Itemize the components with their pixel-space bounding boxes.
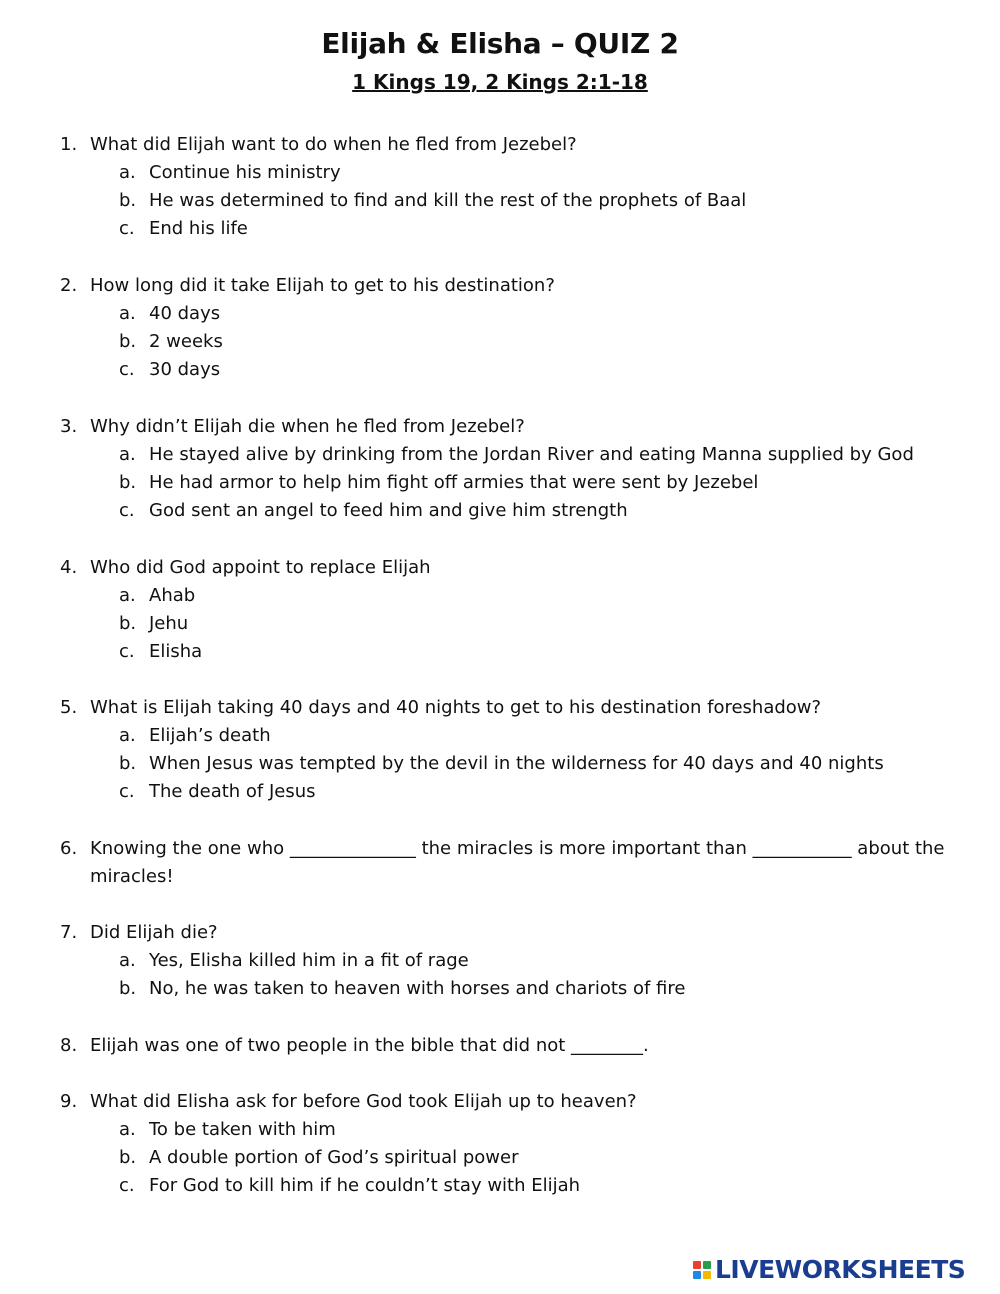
option-letter: a. [119, 950, 136, 971]
option-text: Jehu [149, 613, 189, 634]
liveworksheets-logo [693, 1256, 965, 1284]
option-text: He stayed alive by drinking from the Jordan River and eating Manna supplied by God [149, 444, 914, 465]
option-text: For God to kill him if he couldn’t stay with Elijah [149, 1175, 581, 1196]
option-text: End his life [149, 218, 248, 239]
answer-option[interactable] [0, 638, 1000, 666]
question-text: Why didn’t Elijah die when he fled from Jezebel? [90, 416, 525, 437]
option-text: 30 days [149, 359, 221, 380]
option-letter: c. [119, 1175, 135, 1196]
answer-option[interactable] [0, 1116, 1000, 1144]
quiz-subtitle: 1 Kings 19, 2 Kings 2:1-18 [352, 70, 648, 94]
option-text: Ahab [149, 585, 196, 606]
question-text: Did Elijah die? [90, 922, 218, 943]
question-number: 7. [60, 922, 78, 943]
option-letter: a. [119, 444, 136, 465]
answer-option[interactable] [0, 300, 1000, 328]
question-2 [0, 272, 1000, 384]
answer-option[interactable] [0, 1172, 1000, 1200]
answer-option[interactable] [0, 215, 1000, 243]
question-3 [0, 413, 1000, 525]
question-number: 2. [60, 275, 78, 296]
option-text: When Jesus was tempted by the devil in the wilderness for 40 days and 40 nights [149, 753, 884, 774]
question-number: 1. [60, 134, 78, 155]
answer-option[interactable] [0, 750, 1000, 778]
option-text: He was determined to find and kill the rest of the prophets of Baal [149, 190, 747, 211]
question-text-line-2: miracles! [90, 866, 174, 887]
answer-option[interactable] [0, 582, 1000, 610]
answer-option[interactable] [0, 947, 1000, 975]
question-number: 5. [60, 697, 78, 718]
option-text: He had armor to help him fight off armies that were sent by Jezebel [149, 472, 759, 493]
option-letter: c. [119, 359, 135, 380]
option-text: 2 weeks [149, 331, 223, 352]
option-letter: b. [119, 1147, 137, 1168]
option-letter: b. [119, 613, 137, 634]
option-letter: c. [119, 500, 135, 521]
question-9 [0, 1088, 1000, 1200]
option-letter: a. [119, 303, 136, 324]
question-text-line-1[interactable]: Knowing the one who ______________ the miracles is more important than ___________ about the [90, 838, 945, 859]
question-text: What did Elisha ask for before God took Elijah up to heaven? [90, 1091, 637, 1112]
question-8 [0, 1032, 1000, 1060]
answer-option[interactable] [0, 441, 1000, 469]
option-letter: b. [119, 753, 137, 774]
logo-block [693, 1261, 701, 1269]
answer-option[interactable] [0, 610, 1000, 638]
option-text: Continue his ministry [149, 162, 341, 183]
question-text: What did Elijah want to do when he fled from Jezebel? [90, 134, 577, 155]
option-letter: c. [119, 641, 135, 662]
option-text: A double portion of God’s spiritual power [149, 1147, 519, 1168]
answer-option[interactable] [0, 159, 1000, 187]
option-letter: b. [119, 190, 137, 211]
option-text: Elijah’s death [149, 725, 271, 746]
logo-block [703, 1261, 711, 1269]
question-1 [0, 131, 1000, 243]
option-text: 40 days [149, 303, 221, 324]
answer-option[interactable] [0, 469, 1000, 497]
option-text: To be taken with him [149, 1119, 336, 1140]
question-text[interactable]: Elijah was one of two people in the bible that did not ________. [90, 1035, 649, 1056]
answer-option[interactable] [0, 497, 1000, 525]
option-letter: c. [119, 218, 135, 239]
question-text: Who did God appoint to replace Elijah [90, 557, 431, 578]
option-letter: a. [119, 585, 136, 606]
question-4 [0, 554, 1000, 666]
question-5 [0, 694, 1000, 806]
answer-option[interactable] [0, 778, 1000, 806]
logo-text: LIVEWORKSHEETS [715, 1255, 966, 1284]
answer-option[interactable] [0, 1144, 1000, 1172]
question-text: How long did it take Elijah to get to his destination? [90, 275, 555, 296]
option-text: The death of Jesus [149, 781, 316, 802]
question-text: What is Elijah taking 40 days and 40 nights to get to his destination foreshadow? [90, 697, 822, 718]
question-number: 6. [60, 838, 78, 859]
question-number: 3. [60, 416, 78, 437]
question-6 [0, 835, 1000, 891]
option-letter: b. [119, 472, 137, 493]
question-number: 9. [60, 1091, 78, 1112]
option-text: Yes, Elisha killed him in a fit of rage [149, 950, 469, 971]
answer-option[interactable] [0, 356, 1000, 384]
answer-option[interactable] [0, 187, 1000, 215]
question-7 [0, 919, 1000, 1003]
logo-block [693, 1271, 701, 1279]
option-letter: a. [119, 162, 136, 183]
answer-option[interactable] [0, 328, 1000, 356]
answer-option[interactable] [0, 722, 1000, 750]
answer-option[interactable] [0, 975, 1000, 1003]
logo-blocks-icon [693, 1261, 711, 1279]
option-letter: c. [119, 781, 135, 802]
quiz-title: Elijah & Elisha – QUIZ 2 [321, 27, 679, 60]
option-text: No, he was taken to heaven with horses and chariots of fire [149, 978, 686, 999]
option-text: Elisha [149, 641, 203, 662]
question-number: 4. [60, 557, 78, 578]
option-text: God sent an angel to feed him and give him strength [149, 500, 628, 521]
option-letter: a. [119, 1119, 136, 1140]
logo-block [703, 1271, 711, 1279]
option-letter: b. [119, 978, 137, 999]
option-letter: a. [119, 725, 136, 746]
option-letter: b. [119, 331, 137, 352]
question-number: 8. [60, 1035, 78, 1056]
